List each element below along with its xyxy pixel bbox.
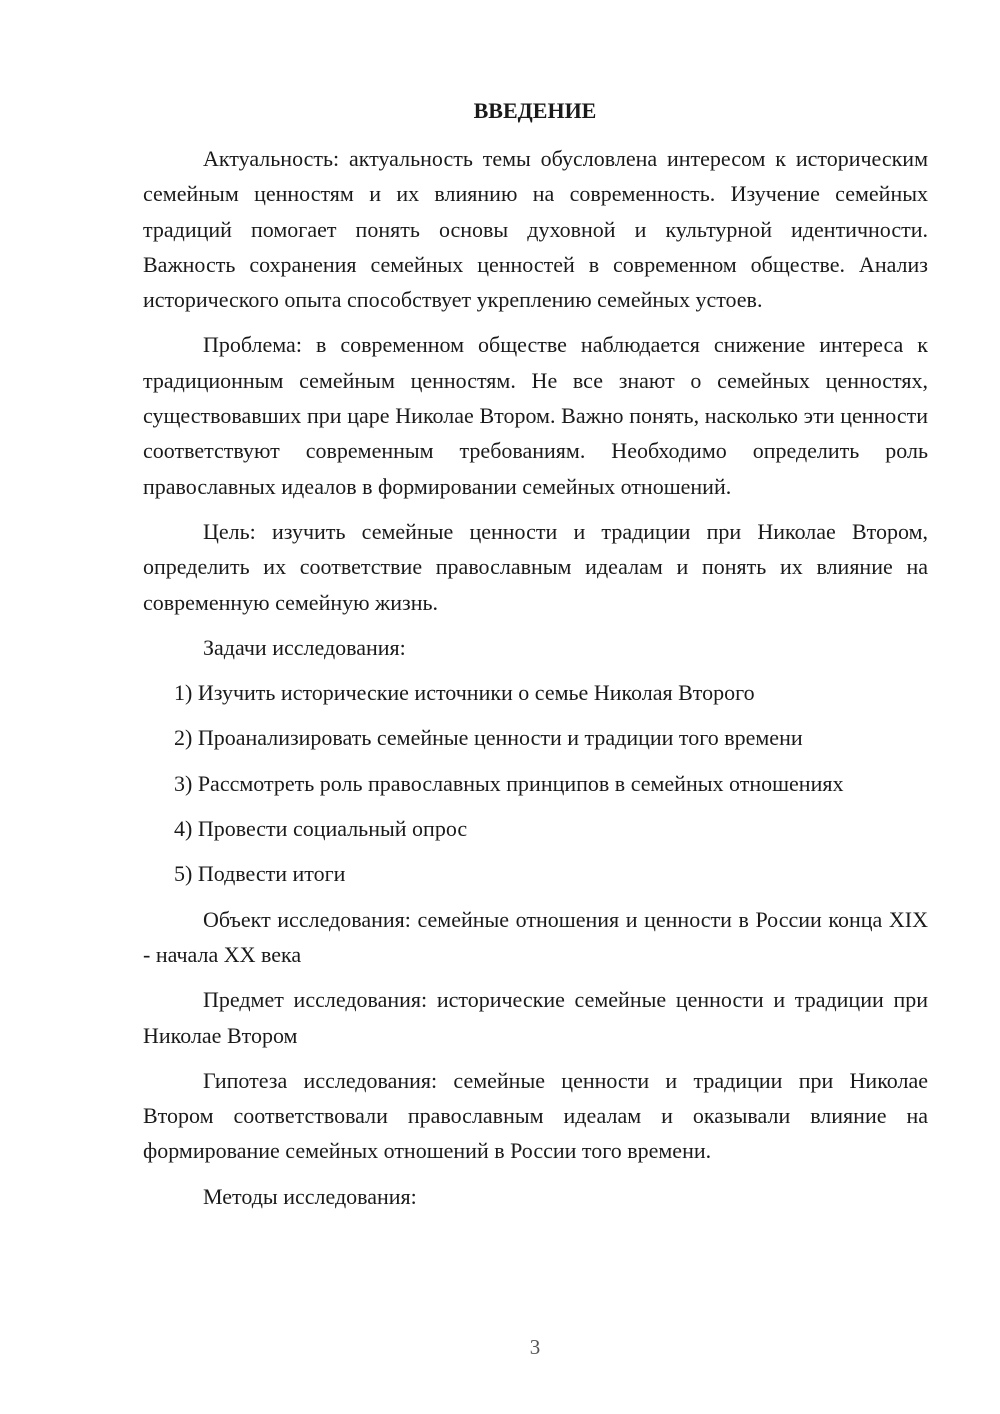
subject-paragraph: Предмет исследования: исторические семейные ценности и традиции при Николае Втором (143, 987, 928, 1048)
document-body (143, 141, 928, 1224)
task-item: 5) Подвести итоги (174, 861, 346, 887)
task-item: 2) Проанализировать семейные ценности и традиции того времени (174, 725, 803, 751)
task-item: 1) Изучить исторические источники о семье Николая Второго (174, 680, 755, 706)
tasks-title: Задачи исследования: (203, 634, 406, 660)
page-number: 3 (529, 1335, 541, 1359)
methods-title: Методы исследования: (203, 1183, 417, 1209)
problem-paragraph: Проблема: в современном обществе наблюдается снижение интереса к традиционным семейным ценностям. Не все знают о семейных ценностях, существовавших при царе Николае Втором. Важно понять, насколько эти ценности соответствуют современным требованиям. Необходимо определить роль православных идеалов в формировании семейных отношений. (143, 332, 928, 499)
task-item: 3) Рассмотреть роль православных принципов в семейных отношениях (174, 770, 844, 796)
page-title: ВВЕДЕНИЕ (473, 98, 597, 123)
task-item: 4) Провести социальный опрос (174, 816, 468, 842)
relevance-paragraph: Актуальность: актуальность темы обусловлена интересом к историческим семейным ценностям и их влиянию на современность. Изучение семейных традиций помогает понять основы духовной и культурной идентичности. Важность сохранения семейных ценностей в современном обществе. Анализ исторического опыта способствует укреплению семейных устоев. (143, 146, 928, 313)
hypothesis-paragraph: Гипотеза исследования: семейные ценности и традиции при Николае Втором соответствовали православным идеалам и оказывали влияние на формирование семейных отношений в России того времени. (143, 1067, 928, 1164)
object-paragraph: Объект исследования: семейные отношения и ценности в России конца XIX - начала XX века (143, 906, 928, 967)
goal-paragraph: Цель: изучить семейные ценности и традиции при Николае Втором, определить их соответствие православным идеалам и понять их влияние на современную семейную жизнь. (143, 518, 928, 615)
